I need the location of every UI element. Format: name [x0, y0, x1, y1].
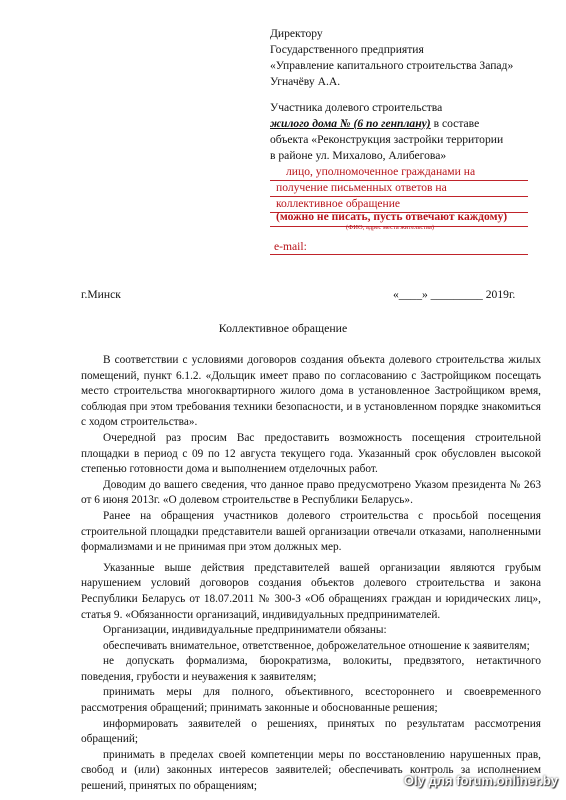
sender-line-3: объекта «Реконструкция застройки территории [270, 133, 504, 146]
note-can-skip: (можно не писать, пусть отвечают каждому) [276, 210, 508, 223]
recipient-line-1: Директору [270, 27, 323, 40]
paragraph: Ранее на обращения участников долевого строительства с просьбой посещения строительной площадки представители вашей организации отвечали отказами, наполненными формализмами и не принимая при этом должных мер. [81, 509, 541, 554]
paragraph: Организации, индивидуальные предприниматели обязаны: [103, 624, 387, 637]
paragraph: не допускать формализма, бюрократизма, волокиты, предвзятого, нетактичного поведения, грубости и неуважения к заявителям; [81, 655, 541, 683]
paragraph: Указанные выше действия представителей вашей организации являются грубым нарушением условий договоров создания объектов долевого строительства и закона Республики Беларусь от 18.07.2011 № 300-З «Об обращениях граждан и юридических лиц», статья 9. «Обязанности организаций, индивидуальных предпринимателей. [81, 561, 541, 621]
sender-line-2 [270, 116, 479, 132]
sender-line-1: Участника долевого строительства [270, 101, 443, 114]
paragraph: Очередной раз просим Вас предоставить возможность посещения строительной площадки в период с 09 по 12 августа текущего года. Указанный срок обусловлен высокой степенью готовности дома и выполнением отделочных работ. [81, 431, 541, 476]
email-label: e-mail: [274, 240, 307, 253]
document-body [81, 353, 541, 795]
document-title: Коллективное обращение [218, 321, 348, 335]
authorized-person-line-1: лицо, уполномоченное гражданами на [286, 165, 476, 178]
house-number: жилого дома № (6 по генплану) [270, 117, 431, 130]
recipient-line-2: Государственного предприятия [270, 43, 424, 56]
sender-line-2-rest: в составе [430, 117, 480, 130]
recipient-line-4: Угначёву А.А. [270, 75, 341, 88]
paragraph: информировать заявителей о решениях, принятых по результатам рассмотрения обращений; [81, 717, 541, 746]
paragraph: обеспечивать внимательное, ответственное, доброжелательное отношение к заявителям; [103, 639, 530, 652]
fio-caption: (ФИО, адрес места жительства) [346, 224, 435, 231]
forum-watermark: Oly для forum.onliner.by [403, 773, 558, 788]
paragraph: принимать меры для полного, объективного, всестороннего и своевременного рассмотрения обращений; принимать законные и обоснованные решения; [81, 686, 541, 715]
paragraph: В соответствии с условиями договоров создания объекта долевого строительства жилых помещений, пункт 6.1.2. «Дольщик имеет право по согласованию с Застройщиком посещать место строительства многоквартирного жилого дома в установленное Застройщиком время, соблюдая при этом требования техники безопасности, и в установленном порядке знакомиться с ходом строительства». [81, 354, 541, 429]
authorized-person-line-2: получение письменных ответов на [276, 181, 447, 194]
authorized-person-line-3: коллективное обращение [276, 197, 401, 210]
recipient-line-3: «Управление капитального строительства Запад» [270, 59, 514, 72]
place: г.Минск [81, 288, 121, 301]
paragraph: принимать в пределах своей компетенции меры по восстановлению нарушенных прав, свобод и (или) законных интересов заявителей; обеспечивать контроль за исполнением решений, принятых по обращениям; [81, 748, 541, 793]
sender-line-4: в районе ул. Михалово, Алибегова» [270, 149, 447, 162]
date: «____» _________ 2019г. [393, 288, 516, 301]
red-underline-email [270, 254, 528, 255]
paragraph: Доводим до вашего сведения, что данное право предусмотрено Указом президента № 263 от 6 июня 2013г. «О долевом строительстве в Республики Беларусь». [81, 478, 541, 507]
